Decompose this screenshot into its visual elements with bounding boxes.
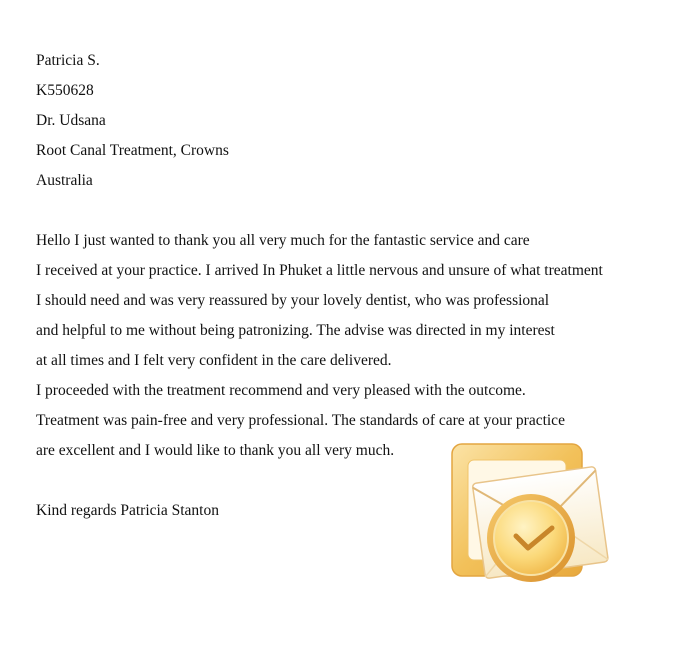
body-line: are excellent and I would like to thank you all very much. <box>36 442 395 459</box>
patient-id: K550628 <box>36 82 94 99</box>
treatment-type: Root Canal Treatment, Crowns <box>36 142 229 159</box>
patient-country: Australia <box>36 172 93 189</box>
body-line: Hello I just wanted to thank you all very much for the fantastic service and care <box>36 232 530 249</box>
closing-signature: Kind regards Patricia Stanton <box>36 502 219 519</box>
doctor-name: Dr. Udsana <box>36 112 106 129</box>
paragraph-spacer <box>36 196 676 226</box>
body-line: at all times and I felt very confident in the care delivered. <box>36 352 392 369</box>
body-line: I should need and was very reassured by your lovely dentist, who was professional <box>36 292 550 309</box>
body-line: I received at your practice. I arrived In Phuket a little nervous and unsure of what treatment <box>36 262 603 279</box>
body-line: Treatment was pain-free and very professional. The standards of care at your practice <box>36 412 565 429</box>
body-line: and helpful to me without being patronizing. The advise was directed in my interest <box>36 322 555 339</box>
patient-name: Patricia S. <box>36 52 100 69</box>
body-line: I proceeded with the treatment recommend and very pleased with the outcome. <box>36 382 526 399</box>
outlook-envelope-clock-icon <box>444 440 614 590</box>
